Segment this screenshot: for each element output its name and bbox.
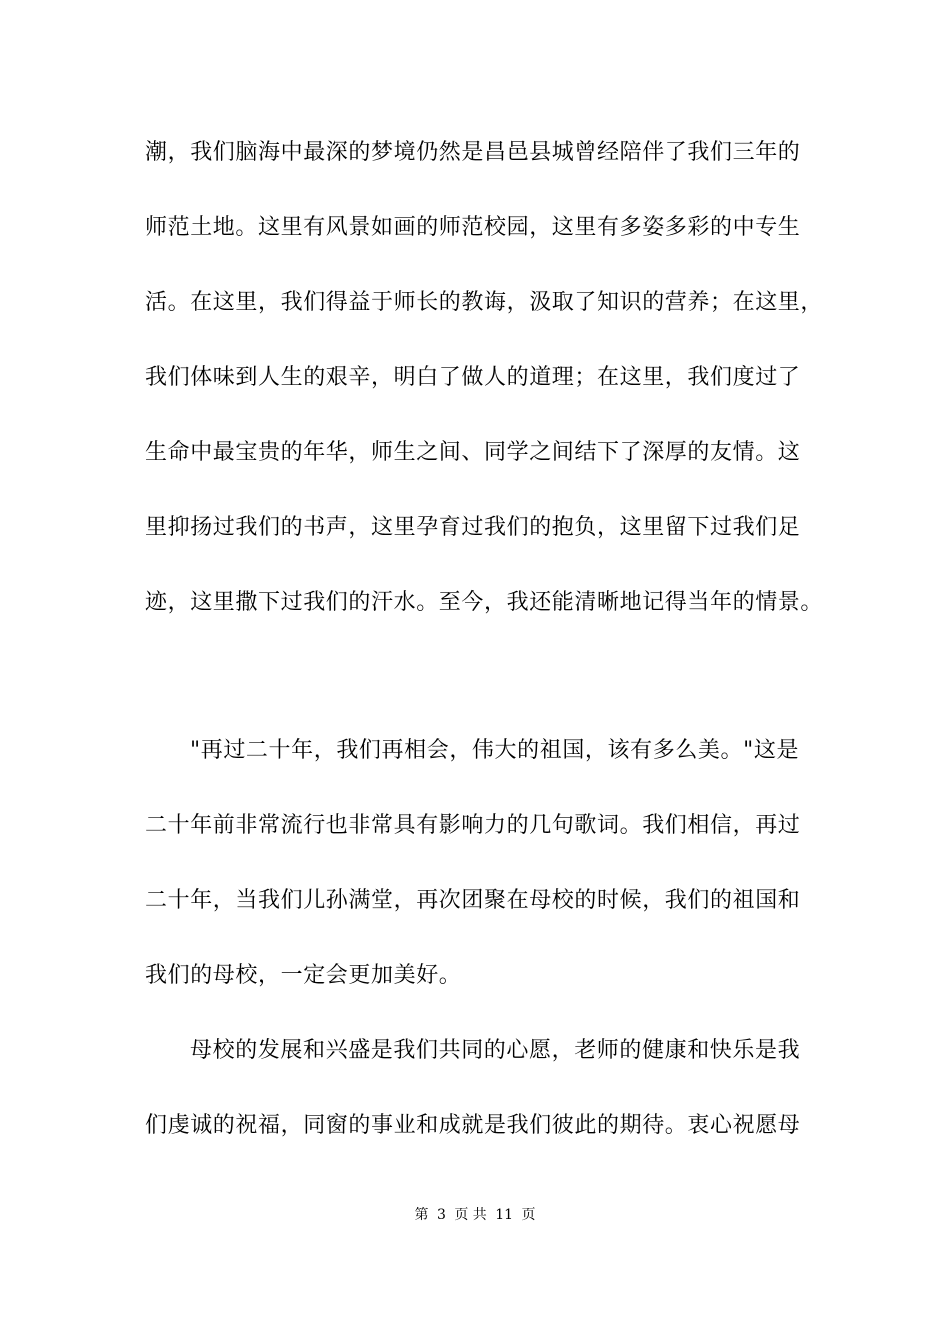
text-line: "再过二十年，我们再相会，伟大的祖国，该有多么美。"这是 <box>190 738 800 763</box>
text-line: 二十年前非常流行也非常具有影响力的几句歌词。我们相信，再过 <box>145 813 801 838</box>
text-line: 们虔诚的祝福，同窗的事业和成就是我们彼此的期待。衷心祝愿母 <box>145 1113 801 1138</box>
page-footer <box>0 1205 950 1225</box>
text-line: 迹，这里撒下过我们的汗水。至今，我还能清晰地记得当年的情景。 <box>145 590 824 615</box>
text-line: 二十年，当我们儿孙满堂，再次团聚在母校的时候，我们的祖国和 <box>145 888 801 913</box>
footer-page-mid: 页 共 <box>454 1207 487 1223</box>
text-line: 潮，我们脑海中最深的梦境仍然是昌邑县城曾经陪伴了我们三年的 <box>145 140 801 165</box>
text-line: 里抑扬过我们的书声，这里孕育过我们的抱负，这里留下过我们足 <box>145 515 801 540</box>
text-line: 活。在这里，我们得益于师长的教诲，汲取了知识的营养；在这里， <box>145 290 824 315</box>
footer-total-pages: 11 <box>495 1207 514 1223</box>
text-line: 师范土地。这里有风景如画的师范校园，这里有多姿多彩的中专生 <box>145 215 801 240</box>
footer-page-suffix: 页 <box>521 1207 536 1223</box>
text-line: 母校的发展和兴盛是我们共同的心愿，老师的健康和快乐是我 <box>190 1038 801 1063</box>
footer-page-prefix: 第 <box>414 1207 429 1223</box>
text-line: 我们的母校，一定会更加美好。 <box>145 963 462 988</box>
text-line: 我们体味到人生的艰辛，明白了做人的道理；在这里，我们度过了 <box>145 365 801 390</box>
footer-page-number: 3 <box>436 1207 446 1223</box>
text-line: 生命中最宝贵的年华，师生之间、同学之间结下了深厚的友情。这 <box>145 440 801 465</box>
